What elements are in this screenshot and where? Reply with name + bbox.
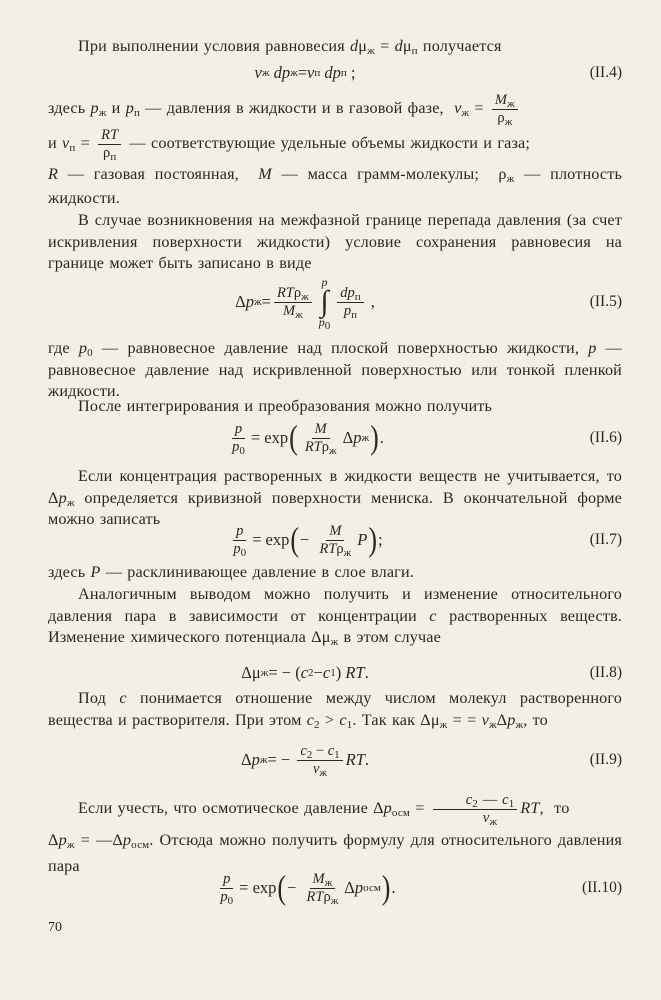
para-concentration: Если концентрация растворенных в жидкости веществ не учитывается, то $\Delta p_ж$ определяется кривизной поверхности мениска. В окончательной форме можно записать [48,467,622,529]
equation-number: (II.5) [589,293,622,310]
equation-II10: $\frac{p}{p_0}$ = exp ( − $\frac{M_ж}{RT\rho_ж}$ Δ p осм ) . (II.10) [220,868,622,907]
equation-number: (II.6) [589,429,622,446]
para-disjoining: здесь P — расклинивающее давление в слое влаги. [48,563,414,581]
equation-number: (II.9) [589,751,622,768]
para-analogous: Аналогичным выводом можно получить и изменение относительного давления пара в зависимости от концентрации c растворенных веществ. Изменение химического потенциала $\Delta\mu_ж$ в этом случае [48,585,623,649]
para-after-integration: После интегрирования и преобразования можно получить [78,397,493,415]
equation-II4: v ж dp ж = v п dp п ; (II.4) [254,63,622,82]
equation-II8: Δμ ж = − ( c 2 − c 1 ) RT . (II.8) [241,663,622,682]
equation-II6: $\frac{p}{p_0}$ = exp ( $\frac{M}{RT\rho_ж}$ Δ p ж ) . (II.6) [232,418,622,457]
equation-II5: Δ p ж = $\frac{RT\rho_ж}{M_ж}$ p ∫ $p_0$ $\frac{dp_п}{p_п}$ , (II.5) [235,275,622,332]
equation-number: (II.10) [581,879,622,896]
para-definitions: здесь $p_ж$ и $p_п$ — давления в жидкости и в газовой фазе, $v_ж$ = $\frac{M_ж}{\rho_ж}$ и $v_п$ = $\frac{RT}{\rho_п}$ — соответствующие удельные объемы жидкости и газа; R — газовая постоянная, M — масса грамм-молекулы; $\rho_ж$ — плотность жидкости. [48,92,622,207]
para-interface: В случае возникновения на межфазной границе перепада давления (за счет искривления поверхности жидкости) условие сохранения равновесия на границе может быть записано в виде [48,211,622,273]
equation-number: (II.8) [589,664,622,681]
para-osmotic: Если учесть, что осмотическое давление $\Delta p_{осм}$ = $\frac{c_2 — c_1}{v_ж}$ RT, то $\Delta p_ж$ = $—\Delta p_{осм}$. Отсюда можно получить формулу для относительного давления пара [48,792,622,875]
para-c-definition: Под c понимается отношение между числом молекул растворенного вещества и растворителя. При этом $c_2 > c_1$. Так как $\Delta\mu_ж$ = = $v_ж\Delta p_ж$, то [48,689,623,731]
equation-number: (II.7) [589,531,622,548]
equation-number: (II.4) [589,64,622,81]
equation-II9: Δ p ж = − $\frac{c_2 - c_1}{v_ж}$ RT . (II.9) [240,742,622,779]
page-number: 70 [48,920,62,935]
para-p0: где $p_0$ — равновесное давление над плоской поверхностью жидкости, p — равновесное давление над искривленной поверхностью или тонкой пленкой жидкости. [48,339,622,401]
intro-line: При выполнении условия равновесия $d\mu_ж = d\mu_п$ получается [78,37,502,57]
equation-II7: $\frac{p}{p_0}$ = exp ( − $\frac{M}{RT\rho_ж}$ P ) ; (II.7) [233,520,622,559]
